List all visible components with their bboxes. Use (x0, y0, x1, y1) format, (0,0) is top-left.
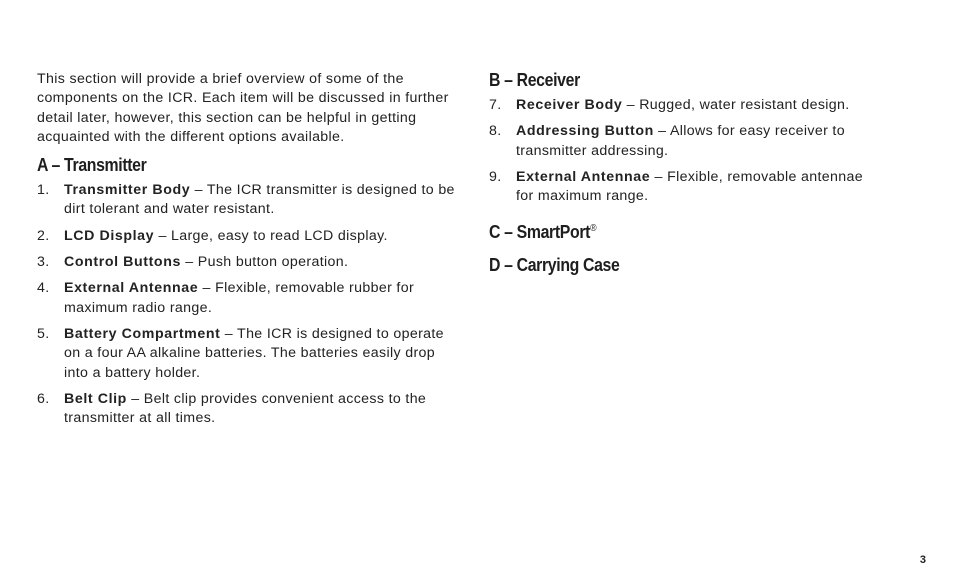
list-item (489, 122, 879, 161)
transmitter-item-list (37, 181, 462, 428)
item-body (64, 279, 462, 318)
item-dash: – (198, 280, 216, 297)
list-item (37, 253, 462, 272)
item-term: Receiver Body (516, 97, 623, 113)
intro-paragraph: This section will provide a brief overview of some of the components on the ICR. Each item will be discussed in further detail later, however, this section can be helpful in getting acquainted with the different options available. (37, 71, 449, 145)
item-description: Belt clip provides convenient access to the transmitter at all times. (64, 390, 427, 427)
list-item (37, 325, 462, 383)
item-number: 9. (489, 168, 502, 185)
item-description: Rugged, water resistant design. (639, 97, 850, 113)
list-item (489, 168, 879, 207)
item-body (516, 96, 879, 115)
item-number: 3. (37, 254, 50, 271)
item-term: Control Buttons (64, 254, 181, 271)
left-column (37, 70, 462, 435)
list-item (37, 181, 462, 220)
item-number: 7. (489, 97, 502, 113)
item-term: Addressing Button (516, 123, 654, 140)
item-term: Battery Compartment (64, 325, 221, 342)
item-body (516, 168, 879, 207)
item-dash: – (220, 325, 238, 342)
item-description: Flexible, removable antennae for maximum range. (516, 168, 864, 205)
receiver-item-list (489, 96, 879, 206)
item-description: Push button operation. (197, 254, 349, 271)
section-heading-transmitter: A – Transmitter (37, 155, 147, 176)
item-number: 5. (37, 325, 50, 342)
list-item (489, 96, 879, 115)
item-number: 6. (37, 390, 50, 407)
item-dash: – (653, 123, 670, 140)
item-body (64, 227, 462, 246)
item-description: Allows for easy receiver to transmitter addressing. (516, 123, 845, 159)
item-body (64, 253, 462, 272)
list-item (37, 227, 462, 246)
item-dash: – (154, 227, 171, 244)
item-dash: – (190, 182, 207, 199)
item-description: The ICR is designed to operate on a four AA alkaline batteries. The batteries easily drop into a battery holder. (64, 325, 444, 381)
item-body (64, 181, 462, 220)
registered-mark: ® (590, 223, 597, 235)
item-body (64, 390, 462, 429)
item-dash: – (126, 390, 144, 407)
section-heading-receiver: B – Receiver (489, 70, 580, 90)
smartport-heading-text: C – SmartPort (489, 222, 591, 243)
item-term: External Antennae (64, 280, 199, 297)
section-heading-smartport (489, 222, 832, 243)
item-description: The ICR transmitter is designed to be dirt tolerant and water resistant. (64, 182, 455, 218)
item-body (64, 325, 462, 383)
item-number: 8. (489, 123, 502, 140)
item-dash: – (180, 254, 198, 271)
item-number: 4. (37, 280, 50, 297)
page-number: 3 (919, 554, 926, 566)
item-description: Flexible, removable rubber for maximum radio range. (64, 280, 415, 316)
item-dash: – (650, 168, 668, 185)
right-column (489, 70, 879, 281)
item-body (516, 122, 879, 161)
item-description: Large, easy to read LCD display. (171, 227, 388, 244)
item-number: 2. (37, 227, 50, 244)
list-item (37, 390, 462, 429)
section-heading-carrying-case: D – Carrying Case (489, 255, 620, 276)
item-term: LCD Display (64, 227, 155, 244)
item-number: 1. (37, 182, 50, 199)
item-term: External Antennae (516, 168, 651, 185)
item-term: Transmitter Body (64, 182, 191, 199)
list-item (37, 279, 462, 318)
item-term: Belt Clip (64, 390, 127, 407)
item-dash: – (622, 97, 640, 113)
